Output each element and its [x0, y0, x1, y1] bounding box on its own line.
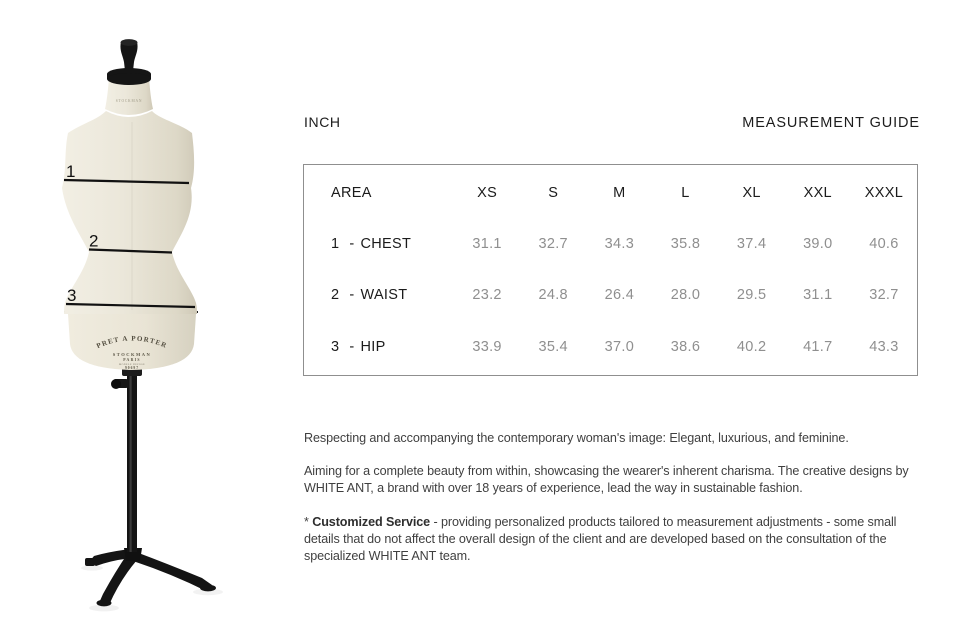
paragraph-customized-service — [304, 514, 944, 566]
copy-line — [304, 514, 944, 531]
chest-xxxl: 40.6 — [869, 235, 899, 252]
waist-number-label: 2 — [89, 231, 99, 251]
waist-xl: 29.5 — [736, 286, 767, 303]
waist-m: 26.4 — [604, 286, 635, 303]
waist-s: 24.8 — [538, 286, 568, 303]
header-row — [304, 114, 920, 131]
tripod-stand — [85, 548, 216, 606]
column-header-xl: XL — [742, 185, 761, 201]
hip-xl: 40.2 — [736, 339, 767, 355]
finial-knob — [107, 39, 151, 85]
hip-xs: 33.9 — [472, 339, 502, 355]
hip-l: 38.6 — [670, 339, 701, 355]
row-dash: - — [349, 286, 355, 303]
waist-xxxl: 32.7 — [869, 286, 899, 303]
waist-xs: 23.2 — [472, 286, 502, 303]
chest-xl: 37.4 — [736, 235, 767, 252]
column-header-xs: XS — [477, 185, 498, 201]
row-number: 2 — [331, 286, 340, 303]
hip-s: 35.4 — [538, 339, 568, 355]
copy-line: WHITE ANT, a brand with over 18 years of experience, lead the way in sustainable fashion. — [304, 481, 803, 496]
chest-xs: 31.1 — [472, 235, 502, 252]
height-adjust-knob — [111, 379, 121, 389]
stand-pole — [111, 367, 142, 552]
row-dash: - — [349, 235, 355, 252]
row-area-name: CHEST — [360, 235, 412, 252]
column-header-xxl: XXL — [803, 185, 832, 201]
stamp-brand-text: STOCKMAN — [112, 352, 152, 357]
row-dash: - — [349, 339, 355, 355]
paragraph-image — [304, 430, 944, 447]
chest-m: 34.3 — [604, 235, 635, 252]
stamp-number-text: 90697 — [125, 366, 139, 370]
size-table — [303, 164, 918, 376]
column-header-area: AREA — [331, 185, 372, 201]
hip-m: 37.0 — [604, 339, 635, 355]
row-label-chest — [304, 236, 454, 252]
hip-xxl: 41.7 — [803, 339, 833, 355]
torso — [62, 111, 197, 314]
waist-l: 28.0 — [670, 286, 701, 303]
neck-stamp-text: STOCKMAN — [115, 99, 143, 103]
copy-line: Respecting and accompanying the contemporary woman's image: Elegant, luxurious, and feminine. — [304, 431, 849, 445]
dress-form-illustration — [0, 0, 280, 635]
chest-l: 35.8 — [670, 235, 701, 252]
copy-line: details that do not affect the overall design of the client and are developed based on the consultation of the — [304, 531, 887, 546]
chest-xxl: 39.0 — [803, 235, 833, 252]
row-label-waist — [304, 287, 454, 303]
copy-line: Aiming for a complete beauty from within, showcasing the wearer's inherent charisma. The creative designs by — [304, 464, 909, 479]
copy-text: - providing personalized products tailored to measurement adjustments - some small — [430, 514, 897, 529]
unit-label: INCH — [304, 114, 341, 130]
hip-number-label: 3 — [67, 286, 77, 305]
row-area-name: WAIST — [360, 286, 408, 303]
drum-base — [64, 312, 198, 370]
hip-xxxl: 43.3 — [869, 339, 899, 355]
row-area-name: HIP — [360, 339, 386, 355]
chest-s: 32.7 — [538, 235, 568, 252]
column-header-m: M — [613, 185, 626, 201]
row-number: 1 — [331, 235, 340, 252]
page-title: MEASUREMENT GUIDE — [742, 115, 920, 131]
column-header-s: S — [548, 185, 559, 201]
row-number: 3 — [331, 339, 340, 355]
column-header-l: L — [681, 185, 690, 201]
waist-xxl: 31.1 — [803, 286, 833, 303]
row-label-hip — [304, 339, 454, 355]
chest-number-label: 1 — [66, 162, 76, 181]
customized-service-label: Customized Service — [312, 514, 431, 529]
stamp-arc-text: PRET A PORTER — [95, 334, 169, 351]
column-header-xxxl: XXXL — [864, 185, 904, 201]
paragraph-brand — [304, 463, 944, 497]
brand-copy — [304, 430, 944, 581]
asterisk: * — [304, 514, 313, 529]
stamp-depose-text: MODELE DEPOSE — [118, 362, 146, 366]
stamp-city-text: PARIS — [123, 358, 141, 362]
copy-line: specialized WHITE ANT team. — [304, 549, 471, 564]
